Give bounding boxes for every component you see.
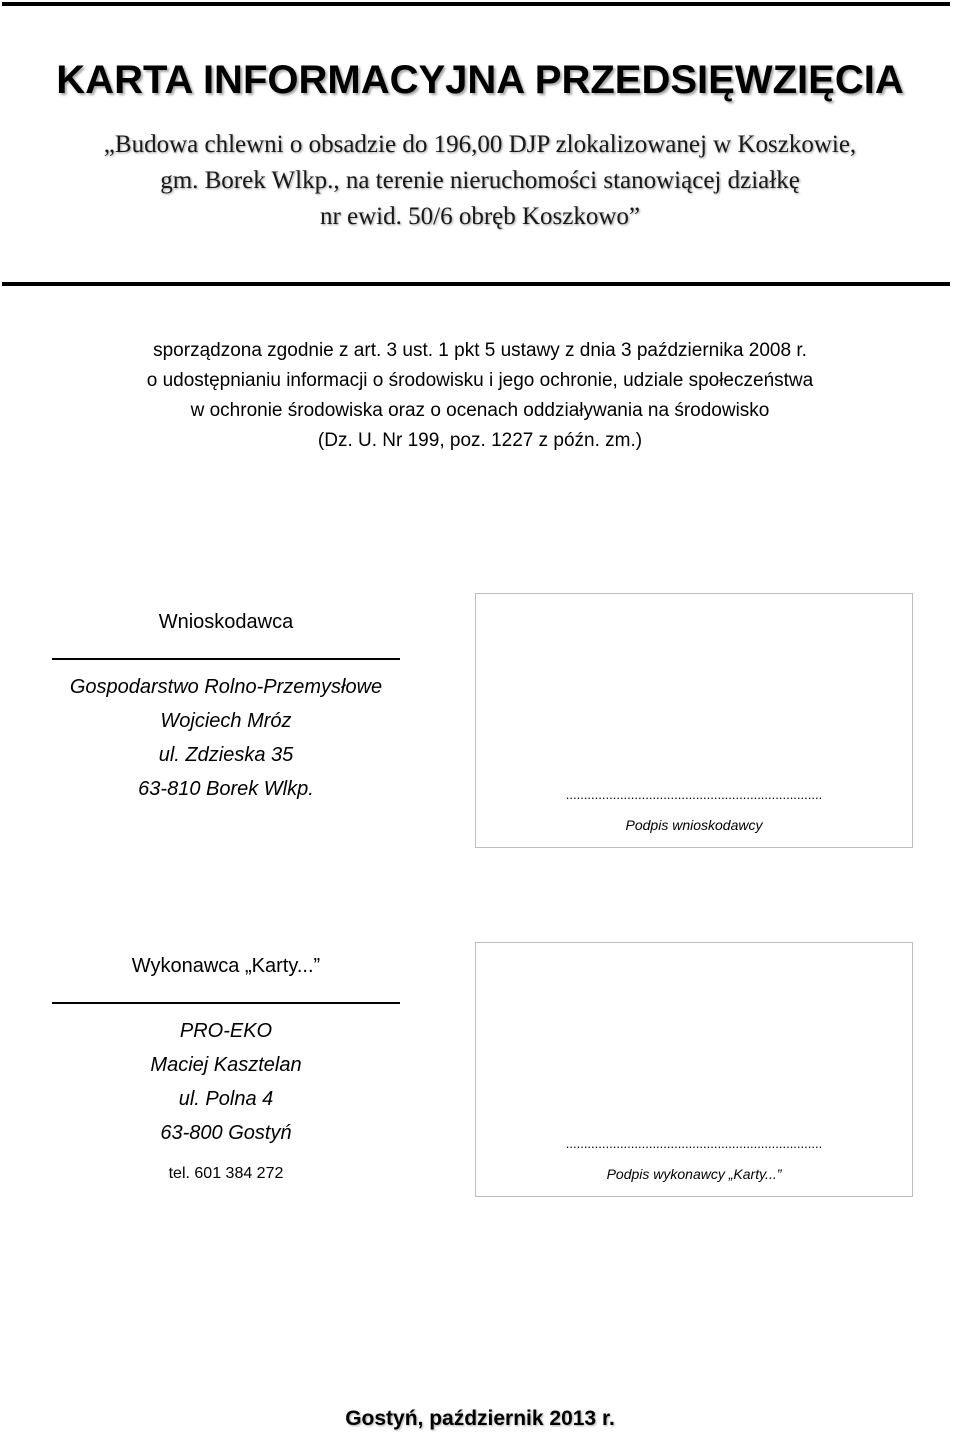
subject-line-2: gm. Borek Wlkp., na terenie nieruchomości stanowiącej działkę — [160, 167, 800, 194]
project-subject — [0, 127, 960, 235]
legal-basis-line-2: o udostępnianiu informacji o środowisku i jego ochronie, udziale społeczeństwa — [146, 370, 814, 391]
applicant-city: 63-810 Borek Wlkp. — [138, 778, 314, 800]
section-rule — [2, 282, 950, 286]
applicant-name: Gospodarstwo Rolno-Przemysłowe — [69, 676, 383, 698]
executor-block — [52, 952, 400, 1188]
applicant-person: Wojciech Mróz — [160, 710, 292, 732]
applicant-block — [52, 608, 400, 806]
legal-basis-line-4: (Dz. U. Nr 199, poz. 1227 z późn. zm.) — [317, 430, 643, 451]
executor-label: Wykonawca „Karty...” — [131, 955, 321, 977]
executor-city: 63-800 Gostyń — [160, 1122, 292, 1144]
applicant-underline — [52, 658, 400, 660]
subject-line-1: „Budowa chlewni o obsadzie do 196,00 DJP zlokalizowanej w Koszkowie, — [103, 131, 857, 158]
applicant-label: Wnioskodawca — [158, 611, 294, 633]
executor-signature-caption: Podpis wykonawcy „Karty...” — [606, 1166, 782, 1182]
executor-person: Maciej Kasztelan — [150, 1054, 302, 1076]
executor-underline — [52, 1002, 400, 1004]
subject-line-3: nr ewid. 50/6 obręb Koszkowo” — [319, 203, 641, 230]
document-title: KARTA INFORMACYJNA PRZEDSIĘWZIĘCIA — [56, 58, 904, 102]
applicant-signature-caption: Podpis wnioskodawcy — [625, 817, 763, 833]
place-and-date: Gostyń, październik 2013 r. — [345, 1407, 615, 1430]
applicant-signature-line: ....................................................................... — [565, 787, 823, 802]
top-rule — [2, 2, 950, 6]
applicant-street: ul. Zdzieska 35 — [158, 744, 294, 766]
executor-signature-box — [475, 942, 913, 1197]
legal-basis — [0, 336, 960, 456]
executor-phone: tel. 601 384 272 — [168, 1165, 284, 1182]
executor-street: ul. Polna 4 — [178, 1088, 274, 1110]
executor-signature-line: ....................................................................... — [565, 1136, 823, 1151]
legal-basis-line-1: sporządzona zgodnie z art. 3 ust. 1 pkt 5 ustawy z dnia 3 października 2008 r. — [153, 340, 807, 361]
applicant-signature-box — [475, 593, 913, 848]
executor-name: PRO-EKO — [179, 1020, 273, 1042]
legal-basis-line-3: w ochronie środowiska oraz o ocenach oddziaływania na środowisko — [190, 400, 770, 421]
